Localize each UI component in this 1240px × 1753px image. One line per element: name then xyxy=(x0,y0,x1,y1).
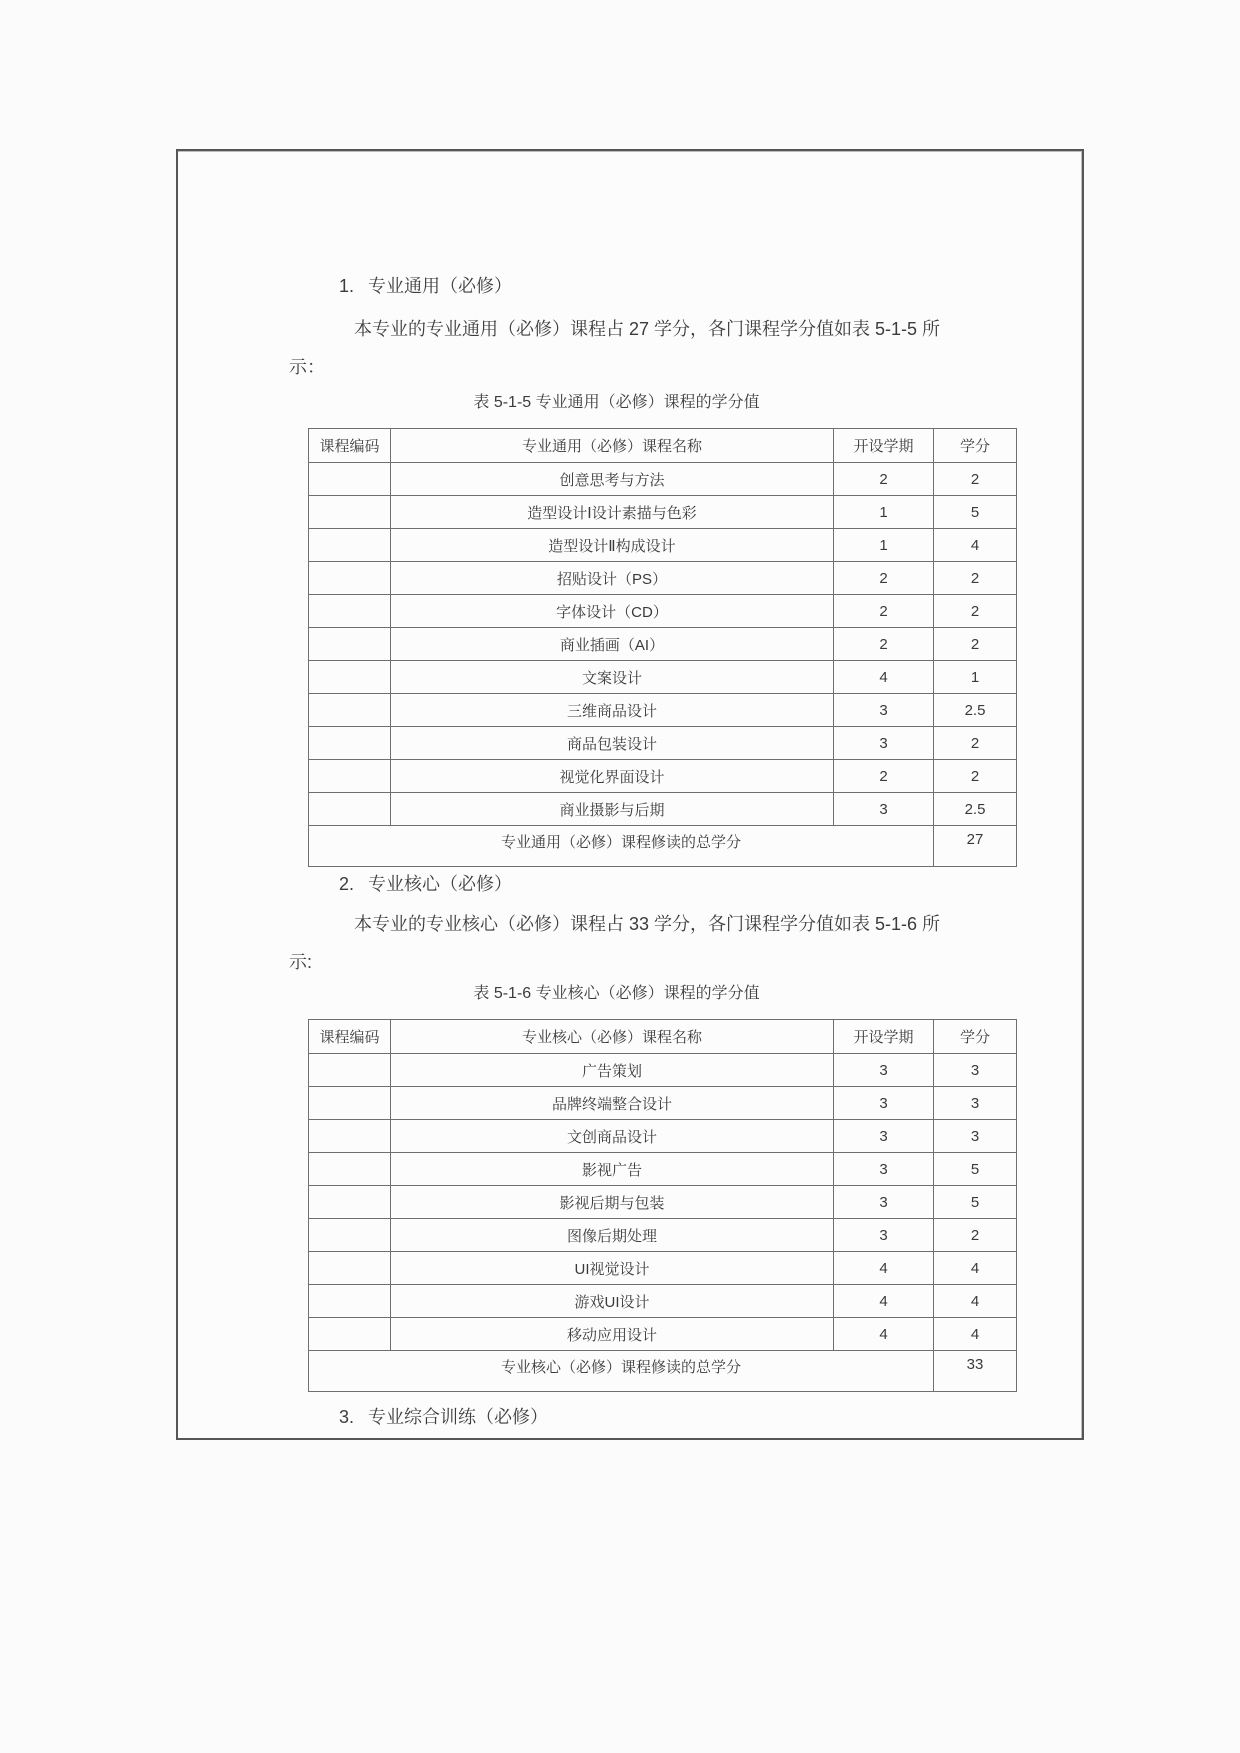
cell-name: 影视广告 xyxy=(391,1153,834,1186)
cell-code xyxy=(309,793,391,826)
cell-credits: 4 xyxy=(934,1252,1017,1285)
cell-semester: 3 xyxy=(834,1186,934,1219)
cell-semester: 3 xyxy=(834,1219,934,1252)
cell-credits: 2 xyxy=(934,727,1017,760)
cell-name: 文案设计 xyxy=(391,661,834,694)
cell-name: 广告策划 xyxy=(391,1054,834,1087)
table-row xyxy=(309,595,1017,628)
cell-name: 造型设计Ⅰ设计素描与色彩 xyxy=(391,496,834,529)
page-content xyxy=(178,151,1082,1430)
table-row xyxy=(309,1186,1017,1219)
header-credits: 学分 xyxy=(934,1020,1017,1054)
header-course-name: 专业核心（必修）课程名称 xyxy=(391,1020,834,1054)
cell-code xyxy=(309,562,391,595)
header-semester: 开设学期 xyxy=(834,429,934,463)
paragraph-line: 本专业的专业核心（必修）课程占 33 学分，各门课程学分值如表 5-1-6 所 xyxy=(354,914,941,934)
table-5-1-6-caption: 表 5-1-6 专业核心（必修）课程的学分值 xyxy=(473,985,760,1002)
cell-code xyxy=(309,1153,391,1186)
section-2-number: 2. xyxy=(339,874,355,894)
table-row xyxy=(309,793,1017,826)
cell-semester: 1 xyxy=(834,496,934,529)
cell-code xyxy=(309,1318,391,1351)
table-row xyxy=(309,1153,1017,1186)
cell-name: 招贴设计（PS） xyxy=(391,562,834,595)
cell-credits: 2.5 xyxy=(934,793,1017,826)
cell-code xyxy=(309,694,391,727)
table-5-1-5 xyxy=(308,428,1017,867)
cell-name: 文创商品设计 xyxy=(391,1120,834,1153)
cell-semester: 2 xyxy=(834,463,934,496)
table-row xyxy=(309,562,1017,595)
cell-semester: 2 xyxy=(834,760,934,793)
cell-semester: 2 xyxy=(834,562,934,595)
total-value: 27 xyxy=(934,826,1017,867)
cell-code xyxy=(309,1219,391,1252)
table-row xyxy=(309,1120,1017,1153)
cell-semester: 3 xyxy=(834,793,934,826)
cell-code xyxy=(309,661,391,694)
section-2-heading xyxy=(339,871,1026,897)
table-5-1-5-caption: 表 5-1-5 专业通用（必修）课程的学分值 xyxy=(473,394,760,411)
cell-credits: 2 xyxy=(934,595,1017,628)
table-row xyxy=(309,727,1017,760)
table-row xyxy=(309,1318,1017,1351)
cell-semester: 4 xyxy=(834,661,934,694)
cell-code xyxy=(309,1054,391,1087)
cell-code xyxy=(309,463,391,496)
cell-name: UI视觉设计 xyxy=(391,1252,834,1285)
header-course-code: 课程编码 xyxy=(309,1020,391,1054)
header-semester: 开设学期 xyxy=(834,1020,934,1054)
table-row xyxy=(309,694,1017,727)
table-header-row xyxy=(309,429,1017,463)
cell-name: 创意思考与方法 xyxy=(391,463,834,496)
cell-name: 字体设计（CD） xyxy=(391,595,834,628)
cell-credits: 2 xyxy=(934,760,1017,793)
cell-credits: 1 xyxy=(934,661,1017,694)
cell-credits: 3 xyxy=(934,1054,1017,1087)
cell-semester: 4 xyxy=(834,1318,934,1351)
cell-semester: 3 xyxy=(834,1087,934,1120)
table-total-row xyxy=(309,826,1017,867)
table-header-row xyxy=(309,1020,1017,1054)
section-3-number: 3. xyxy=(339,1407,355,1427)
table-row xyxy=(309,760,1017,793)
cell-credits: 5 xyxy=(934,1153,1017,1186)
total-label: 专业通用（必修）课程修读的总学分 xyxy=(309,826,934,867)
section-1-number: 1. xyxy=(339,276,355,296)
cell-credits: 2 xyxy=(934,562,1017,595)
cell-semester: 4 xyxy=(834,1285,934,1318)
header-credits: 学分 xyxy=(934,429,1017,463)
cell-code xyxy=(309,1120,391,1153)
cell-name: 商业插画（AI） xyxy=(391,628,834,661)
cell-code xyxy=(309,1087,391,1120)
header-course-code: 课程编码 xyxy=(309,429,391,463)
cell-name: 商品包装设计 xyxy=(391,727,834,760)
cell-semester: 3 xyxy=(834,1120,934,1153)
table-total-row xyxy=(309,1351,1017,1392)
cell-name: 商业摄影与后期 xyxy=(391,793,834,826)
cell-semester: 1 xyxy=(834,529,934,562)
cell-credits: 2 xyxy=(934,463,1017,496)
cell-name: 品牌终端整合设计 xyxy=(391,1087,834,1120)
cell-credits: 2 xyxy=(934,628,1017,661)
cell-code xyxy=(309,760,391,793)
cell-semester: 3 xyxy=(834,694,934,727)
cell-code xyxy=(309,727,391,760)
cell-code xyxy=(309,496,391,529)
cell-credits: 3 xyxy=(934,1087,1017,1120)
cell-credits: 4 xyxy=(934,529,1017,562)
cell-name: 视觉化界面设计 xyxy=(391,760,834,793)
cell-semester: 3 xyxy=(834,727,934,760)
cell-name: 图像后期处理 xyxy=(391,1219,834,1252)
table-row xyxy=(309,1054,1017,1087)
section-2-title: 专业核心（必修） xyxy=(368,874,513,894)
cell-code xyxy=(309,529,391,562)
section-3-title: 专业综合训练（必修） xyxy=(368,1407,549,1427)
table-row xyxy=(309,661,1017,694)
cell-code xyxy=(309,1252,391,1285)
table-row xyxy=(309,463,1017,496)
cell-name: 游戏UI设计 xyxy=(391,1285,834,1318)
cell-name: 影视后期与包装 xyxy=(391,1186,834,1219)
cell-credits: 2 xyxy=(934,1219,1017,1252)
section-2-paragraph xyxy=(289,905,1026,981)
table-5-1-6 xyxy=(308,1019,1017,1392)
cell-name: 三维商品设计 xyxy=(391,694,834,727)
paragraph-line: 示： xyxy=(289,357,325,377)
cell-credits: 3 xyxy=(934,1120,1017,1153)
cell-code xyxy=(309,595,391,628)
paragraph-line: 示: xyxy=(289,952,313,972)
cell-name: 造型设计Ⅱ构成设计 xyxy=(391,529,834,562)
section-1-paragraph xyxy=(289,310,1026,386)
cell-semester: 3 xyxy=(834,1153,934,1186)
header-course-name: 专业通用（必修）课程名称 xyxy=(391,429,834,463)
table-row xyxy=(309,1087,1017,1120)
paragraph-line: 本专业的专业通用（必修）课程占 27 学分，各门课程学分值如表 5-1-5 所 xyxy=(354,319,941,339)
table-row xyxy=(309,529,1017,562)
document-page xyxy=(176,149,1084,1440)
cell-semester: 2 xyxy=(834,628,934,661)
cell-credits: 4 xyxy=(934,1318,1017,1351)
total-value: 33 xyxy=(934,1351,1017,1392)
section-3-heading xyxy=(339,1404,1026,1430)
section-1-title: 专业通用（必修） xyxy=(368,276,513,296)
table-row xyxy=(309,496,1017,529)
cell-credits: 5 xyxy=(934,496,1017,529)
cell-credits: 4 xyxy=(934,1285,1017,1318)
section-1-heading xyxy=(339,273,1026,299)
cell-code xyxy=(309,1285,391,1318)
cell-semester: 2 xyxy=(834,595,934,628)
table-row xyxy=(309,1252,1017,1285)
total-label: 专业核心（必修）课程修读的总学分 xyxy=(309,1351,934,1392)
cell-credits: 2.5 xyxy=(934,694,1017,727)
cell-code xyxy=(309,628,391,661)
table-row xyxy=(309,1285,1017,1318)
cell-credits: 5 xyxy=(934,1186,1017,1219)
cell-name: 移动应用设计 xyxy=(391,1318,834,1351)
cell-semester: 4 xyxy=(834,1252,934,1285)
table-row xyxy=(309,628,1017,661)
cell-code xyxy=(309,1186,391,1219)
table-row xyxy=(309,1219,1017,1252)
cell-semester: 3 xyxy=(834,1054,934,1087)
